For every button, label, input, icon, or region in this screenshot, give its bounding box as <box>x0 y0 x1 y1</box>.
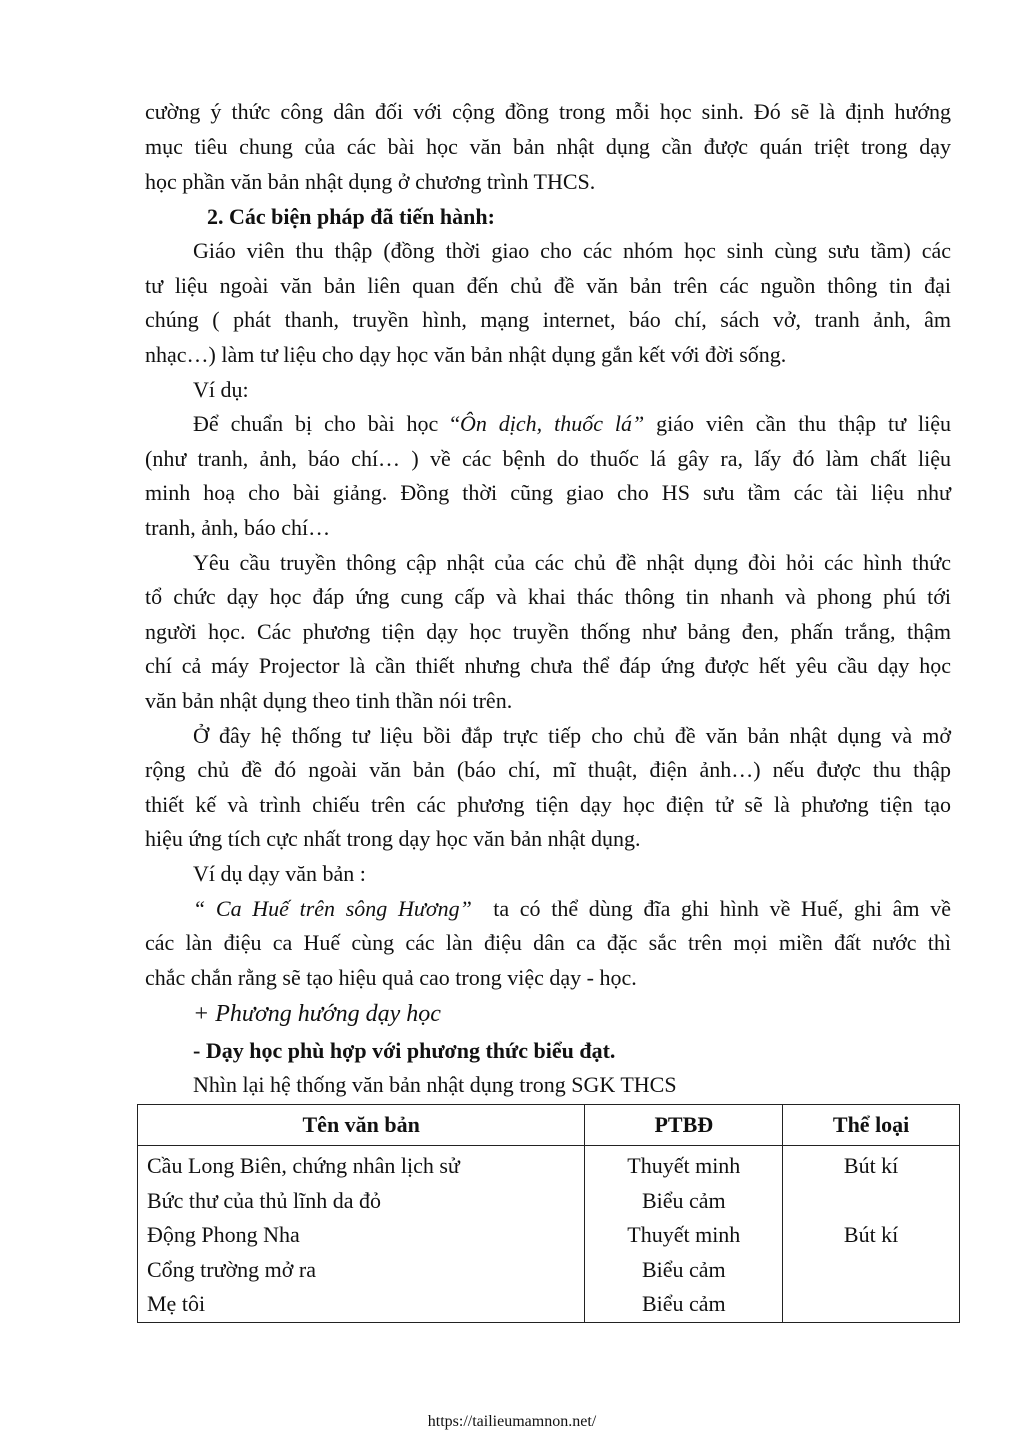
paragraph-line: Yêu cầu truyền thông cập nhật của các chủ đề nhật dụng đòi hỏi các hình thức <box>193 550 951 575</box>
table-row <box>138 1287 960 1322</box>
table-row <box>138 1146 960 1184</box>
genre-cell <box>783 1287 960 1322</box>
paragraph-line: minh hoạ cho bài giảng. Đồng thời cũng giao cho HS sưu tầm các tài liệu như <box>145 480 951 505</box>
header-cell: Thể loại <box>783 1105 960 1146</box>
section-heading: 2. Các biện pháp đã tiến hành: <box>207 204 495 229</box>
paragraph-line <box>193 892 951 927</box>
paragraph-line: chí cả máy Projector là cần thiết nhưng chưa thể đáp ứng được hết yêu cầu dạy học <box>145 653 951 678</box>
paragraph-line: Ở đây hệ thống tư liệu bồi đắp trực tiếp cho chủ đề văn bản nhật dụng và mở <box>193 723 951 748</box>
ptbd-cell: Thuyết minh <box>585 1218 783 1253</box>
paragraph-line: chắc chắn rằng sẽ tạo hiệu quả cao trong việc dạy - học. <box>145 965 637 990</box>
ptbd-cell: Biểu cảm <box>585 1287 783 1322</box>
lesson-title: “ Ca Huế trên sông Hương” <box>193 896 472 921</box>
paragraph-line: tranh, ảnh, báo chí… <box>145 515 331 540</box>
paragraph-line: thiết kế và trình chiếu trên các phương tiện dạy học điện tử sẽ là phương tiện tạo <box>145 792 951 817</box>
paragraph-line: mục tiêu chung của các bài học văn bản nhật dụng cần được quán triệt trong dạy <box>145 134 951 159</box>
lesson-title: Ôn dịch, thuốc lá” <box>459 411 645 436</box>
text-name-cell: Cổng trường mở ra <box>138 1253 585 1288</box>
ptbd-cell: Biểu cảm <box>585 1184 783 1219</box>
paragraph-line: nhạc…) làm tư liệu cho dạy học văn bản nhật dụng gắn kết với đời sống. <box>145 342 787 367</box>
ptbd-cell: Biểu cảm <box>585 1253 783 1288</box>
paragraph-line: (như tranh, ảnh, báo chí… ) về các bệnh do thuốc lá gây ra, lấy đó làm chất liệu <box>145 446 951 471</box>
table-header-row <box>138 1105 960 1146</box>
paragraph-line: tư liệu ngoài văn bản liên quan đến chủ đề văn bản trên các nguồn thông tin đại <box>145 273 951 298</box>
paragraph-line: cường ý thức công dân đối với cộng đồng trong mỗi học sinh. Đó sẽ là định hướng <box>145 99 951 124</box>
subheading-italic: + Phương hướng dạy học <box>193 1001 441 1027</box>
table-intro: Nhìn lại hệ thống văn bản nhật dụng trong SGK THCS <box>193 1072 677 1097</box>
paragraph-line: rộng chủ đề đó ngoài văn bản (báo chí, mĩ thuật, điện ảnh…) nếu được thu thập <box>145 757 951 782</box>
example-label: Ví dụ: <box>193 377 249 402</box>
subheading-bold: - Dạy học phù hợp với phương thức biểu đạt. <box>193 1038 616 1063</box>
genre-cell <box>783 1184 960 1219</box>
paragraph-line: Giáo viên thu thập (đồng thời giao cho các nhóm học sinh cùng sưu tầm) các <box>193 238 951 263</box>
paragraph-line <box>193 407 951 442</box>
genre-cell: Bút kí <box>783 1146 960 1184</box>
paragraph-line: chúng ( phát thanh, truyền hình, mạng internet, báo chí, sách vở, tranh ảnh, âm <box>145 307 951 332</box>
paragraph-line: học phần văn bản nhật dụng ở chương trình THCS. <box>145 169 596 194</box>
header-cell: PTBĐ <box>585 1105 783 1146</box>
text-name-cell: Cầu Long Biên, chứng nhân lịch sử <box>138 1146 585 1184</box>
text-span: giáo viên cần thu thập tư liệu <box>644 411 951 436</box>
table-row <box>138 1253 960 1288</box>
text-name-cell: Bức thư của thủ lĩnh da đỏ <box>138 1184 585 1219</box>
text-name-cell: Mẹ tôi <box>138 1287 585 1322</box>
text-span: ta có thể dùng đĩa ghi hình về Huế, ghi âm về <box>471 896 951 921</box>
table-row <box>138 1184 960 1219</box>
paragraph-line: tổ chức dạy học đáp ứng cung cấp và khai thác thông tin nhanh và phong phú tới <box>145 584 951 609</box>
text-span: Để chuẩn bị cho bài học “ <box>193 411 460 436</box>
ptbd-cell: Thuyết minh <box>585 1146 783 1184</box>
genre-cell: Bút kí <box>783 1218 960 1253</box>
paragraph-line: các làn điệu ca Huế cùng các làn điệu dân ca đặc sắc trên mọi miền đất nước thì <box>145 930 951 955</box>
paragraph-line: hiệu ứng tích cực nhất trong dạy học văn bản nhật dụng. <box>145 826 641 851</box>
paragraph-line: người học. Các phương tiện dạy học truyền thống như bảng đen, phấn trắng, thậm <box>145 619 951 644</box>
table-row <box>138 1218 960 1253</box>
header-cell: Tên văn bản <box>138 1105 585 1146</box>
paragraph-line: văn bản nhật dụng theo tinh thần nói trên. <box>145 688 513 713</box>
texts-table <box>137 1104 960 1323</box>
example-label: Ví dụ dạy văn bản : <box>193 861 366 886</box>
text-name-cell: Động Phong Nha <box>138 1218 585 1253</box>
genre-cell <box>783 1253 960 1288</box>
footer-url[interactable]: https://tailieumamnon.net/ <box>427 1413 597 1430</box>
